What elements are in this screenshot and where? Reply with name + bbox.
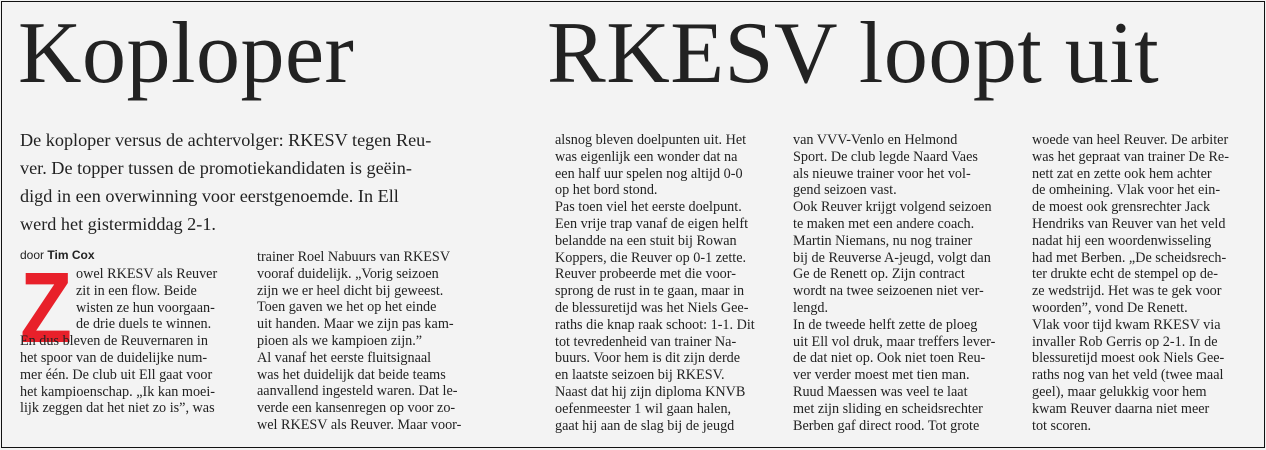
text-line: oefenmeester 1 wil gaan halen, bbox=[555, 400, 732, 417]
text-line: Martin Niemans, nu nog trainer bbox=[793, 232, 973, 249]
text-line: Vlak voor tijd kwam RKESV via bbox=[1032, 316, 1221, 333]
text-line: op het bord stond. bbox=[555, 182, 658, 199]
text-line: kwam Reuver daarna niet meer bbox=[1032, 400, 1210, 417]
text-line: lengd. bbox=[793, 299, 829, 316]
text-line: Koppers, die Reuver op 0-1 zette. bbox=[555, 249, 747, 266]
byline-author: Tim Cox bbox=[47, 248, 95, 262]
text-line: En dus bleven de Reuvernaren in bbox=[20, 333, 208, 350]
text-line: Ge de Renett op. Zijn contract bbox=[793, 266, 965, 283]
text-line: ter drukte echt de stempel op de- bbox=[1032, 266, 1218, 283]
text-line: Ruud Maessen was veel te laat bbox=[793, 383, 968, 400]
text-line: te maken met een andere coach. bbox=[793, 215, 975, 232]
text-line: Al vanaf het eerste fluitsignaal bbox=[257, 349, 432, 366]
text-line: Reuver probeerde met die voor- bbox=[555, 266, 736, 283]
text-line: pioen als we kampioen zijn.” bbox=[257, 332, 423, 349]
text-line: Toen gaven we het op het einde bbox=[257, 299, 437, 316]
text-line: nadat hij een woordenwisseling bbox=[1032, 232, 1212, 249]
text-line: gaat hij aan de slag bij de jeugd bbox=[555, 417, 735, 434]
text-line: wel RKESV als Reuver. Maar voor- bbox=[257, 416, 462, 433]
text-line: lijk zeggen dat het niet zo is”, was bbox=[20, 400, 215, 417]
text-line: mer één. De club uit Ell gaat voor bbox=[20, 366, 213, 383]
text-line: tot tevredenheid van trainer Na- bbox=[555, 333, 737, 350]
text-line: Een vrije trap vanaf de eigen helft bbox=[555, 215, 749, 232]
lead-paragraph bbox=[20, 126, 470, 238]
headline-left: Koploper bbox=[18, 5, 355, 102]
text-line: had met Berben. „De scheidsrech- bbox=[1032, 249, 1227, 266]
newspaper-article bbox=[1, 1, 1265, 448]
text-line: Sport. De club legde Naard Vaes bbox=[793, 148, 978, 165]
text-line: uit Ell vol druk, maar treffers lever- bbox=[793, 333, 996, 350]
article-column-3 bbox=[555, 132, 790, 434]
lead-line: digd in een overwinning voor eerstgenoemde. In Ell bbox=[20, 186, 399, 206]
text-line: van VVV-Venlo en Helmond bbox=[793, 132, 958, 148]
byline bbox=[20, 247, 95, 263]
text-line: de moest ook grensrechter Jack bbox=[1032, 199, 1211, 216]
headline-right: RKESV loopt uit bbox=[547, 5, 1160, 102]
text-line: verde een kansenregen op voor zo- bbox=[257, 400, 456, 417]
text-line: ze wedstrijd. Het was te gek voor bbox=[1032, 283, 1222, 300]
text-line: als nieuwe trainer voor het vol- bbox=[793, 165, 971, 182]
text-line: owel RKESV als Reuver bbox=[76, 266, 218, 282]
text-line: was het duidelijk dat beide teams bbox=[257, 366, 446, 383]
text-line: het spoor van de duidelijke num- bbox=[20, 349, 208, 366]
dropcap-letter: Z bbox=[20, 269, 72, 345]
text-line: wisten ze hun voorgaan- bbox=[76, 299, 215, 316]
lead-line: De koploper versus de achtervolger: RKESV tegen Reu- bbox=[20, 130, 432, 150]
text-line: Hendriks van Reuver van het veld bbox=[1032, 215, 1226, 232]
text-line: Pas toen viel het eerste doelpunt. bbox=[555, 199, 742, 216]
lead-line: werd het gistermiddag 2-1. bbox=[20, 214, 216, 234]
text-line: woorden”, vond De Renett. bbox=[1032, 299, 1188, 316]
article-column-1 bbox=[20, 266, 245, 417]
text-line: raths nog van het veld (twee maal bbox=[1032, 367, 1224, 384]
text-line: geel), maar gelukkig voor hem bbox=[1032, 383, 1207, 400]
text-line: de blessuretijd was het Niels Gee- bbox=[555, 299, 749, 316]
text-line: en laatste seizoen bij RKESV. bbox=[555, 367, 725, 384]
text-line: de dat niet op. Ook niet toen Reu- bbox=[793, 350, 986, 367]
lead-line: ver. De topper tussen de promotiekandidaten is geëin- bbox=[20, 158, 412, 178]
text-line: sprong de rust in te gaan, maar in bbox=[555, 283, 745, 300]
text-line: met zijn sliding en scheidsrechter bbox=[793, 400, 983, 417]
text-line: raths die knap raak schoot: 1-1. Dit bbox=[555, 316, 755, 333]
article-column-2 bbox=[257, 249, 492, 434]
text-line: alsnog bleven doelpunten uit. Het bbox=[555, 132, 747, 148]
byline-prefix: door bbox=[20, 248, 45, 262]
text-line: bij de Reuverse A-jeugd, volgt dan bbox=[793, 249, 991, 266]
text-line: vooraf duidelijk. „Vorig seizoen bbox=[257, 265, 439, 282]
text-line: invaller Rob Gerris op 2-1. In de bbox=[1032, 333, 1218, 350]
text-line: ver verder moest met tien man. bbox=[793, 367, 970, 384]
article-column-4 bbox=[793, 132, 1028, 434]
text-line: buurs. Voor hem is dit zijn derde bbox=[555, 350, 741, 367]
text-line: zijn we er heel dicht bij geweest. bbox=[257, 282, 444, 299]
text-line: zit in een flow. Beide bbox=[76, 282, 197, 299]
text-line: tot scoren. bbox=[1032, 417, 1092, 434]
article-column-5 bbox=[1032, 132, 1262, 434]
text-line: nett zat en zette ook hem achter bbox=[1032, 165, 1212, 182]
text-line: een half uur spelen nog altijd 0-0 bbox=[555, 165, 743, 182]
text-line: belandde na een stuit bij Rowan bbox=[555, 232, 737, 249]
text-line: wordt na twee seizoenen niet ver- bbox=[793, 283, 984, 300]
text-line: was eigenlijk een wonder dat na bbox=[555, 148, 738, 165]
text-line: In de tweede helft zette de ploeg bbox=[793, 316, 978, 333]
text-line: Berben gaf direct rood. Tot grote bbox=[793, 417, 980, 434]
text-line: de drie duels te winnen. bbox=[76, 316, 212, 333]
text-line: was het gepraat van trainer De Re- bbox=[1032, 148, 1229, 165]
text-line: blessuretijd moest ook Niels Gee- bbox=[1032, 350, 1225, 367]
text-line: Ook Reuver krijgt volgend seizoen bbox=[793, 199, 992, 216]
text-line: Naast dat hij zijn diploma KNVB bbox=[555, 383, 746, 400]
text-line: uit handen. Maar we zijn pas kam- bbox=[257, 316, 454, 333]
text-line: de omheining. Vlak voor het ein- bbox=[1032, 182, 1221, 199]
text-line: het kampioenschap. „Ik kan moei- bbox=[20, 383, 216, 400]
text-line: aanvallend ingesteld waren. Dat le- bbox=[257, 383, 458, 400]
text-line: gend seizoen vast. bbox=[793, 182, 897, 199]
text-line: woede van heel Reuver. De arbiter bbox=[1032, 132, 1229, 148]
text-line: trainer Roel Nabuurs van RKESV bbox=[257, 249, 451, 265]
